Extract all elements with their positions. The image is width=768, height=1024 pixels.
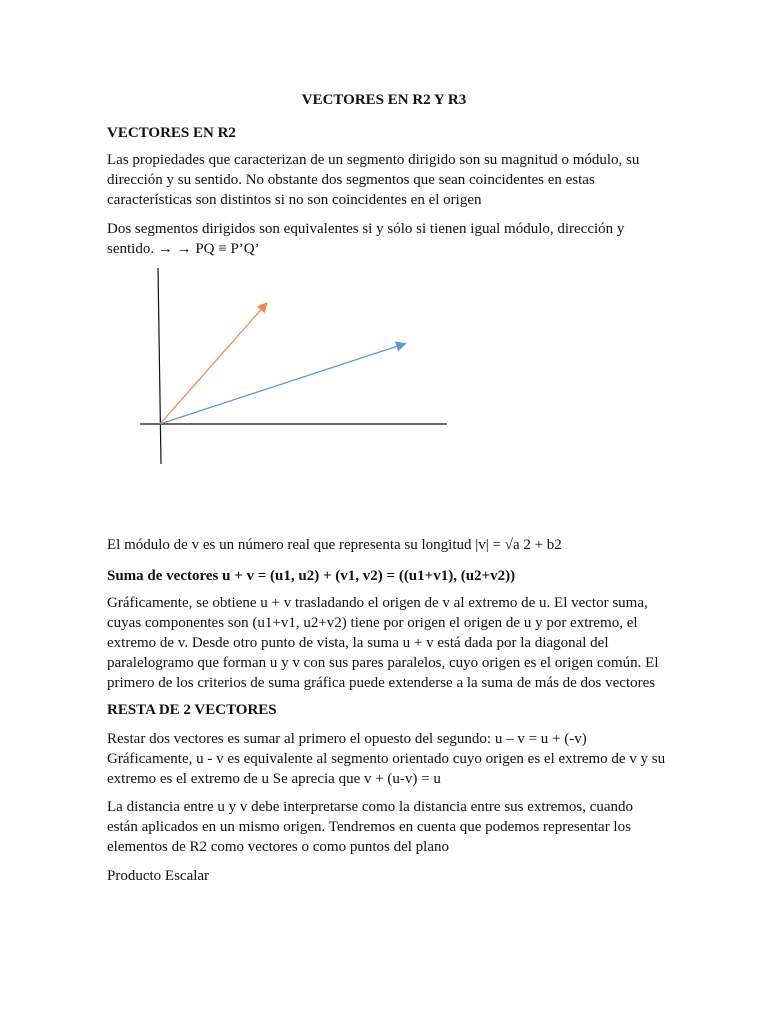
paragraph-distancia: La distancia entre u y v debe interpretarse como la distancia entre sus extremos, cuando están aplicados en un mismo origen. Tendremos en cuenta que podemos representar los elementos de R2 como vectores o como puntos del plano — [107, 799, 634, 855]
paragraph-5 — [107, 729, 667, 789]
section-suma — [107, 566, 667, 586]
page-title: VECTORES EN R2 Y R3 — [301, 92, 467, 108]
vector-blue — [160, 344, 404, 424]
section-r2-heading — [107, 123, 667, 143]
paragraph-2 — [107, 219, 667, 259]
heading-suma-vectores: Suma de vectores u + v = (u1, u2) + (v1, v2) = ((u1+v1), (u2+v2)) — [107, 568, 516, 584]
paragraph-graficamente-suma: Gráficamente, se obtiene u + v trasladando el origen de v al extremo de u. El vector suma, cuyas componentes son (u1+v1, u2+v2) tiene por origen el origen de u y por extremo, el extremo de v. Desde otro punto de vista, la suma u + v está dada por la diagonal del paralelogramo que forman u y v con sus pares paralelos, cuyo origen es el origen común. El primero de los criterios de suma gráfica puede extenderse a la suma de más de dos vectores — [107, 595, 659, 691]
y-axis — [158, 268, 161, 464]
paragraph-7 — [107, 866, 667, 886]
paragraph-3 — [107, 535, 667, 555]
heading-vectores-r2: VECTORES EN R2 — [107, 125, 236, 141]
vector-diagram — [130, 262, 460, 472]
paragraph-1 — [107, 150, 667, 210]
paragraph-equivalentes: Dos segmentos dirigidos son equivalentes si y sólo si tienen igual módulo, dirección y sentido. → → PQ ≡ P’Q’ — [107, 221, 625, 257]
paragraph-4 — [107, 593, 667, 693]
paragraph-6 — [107, 797, 667, 857]
paragraph-propiedades: Las propiedades que caracterizan de un segmento dirigido son su magnitud o módulo, su dirección y su sentido. No obstante dos segmentos que sean coincidentes en estas características son distintos si no son coincidentes en el origen — [107, 152, 640, 208]
paragraph-producto-escalar: Producto Escalar — [107, 868, 210, 884]
paragraph-resta: Restar dos vectores es sumar al primero el opuesto del segundo: u – v = u + (-v) Gráficamente, u - v es equivalente al segmento orientado cuyo origen es el extremo de v y su extremo es el extremo de u Se aprecia que v + (u-v) = u — [107, 731, 666, 787]
heading-resta-vectores: RESTA DE 2 VECTORES — [107, 702, 277, 718]
section-resta — [107, 700, 667, 720]
paragraph-modulo: El módulo de v es un número real que representa su longitud |v| = √a 2 + b2 — [107, 537, 562, 553]
